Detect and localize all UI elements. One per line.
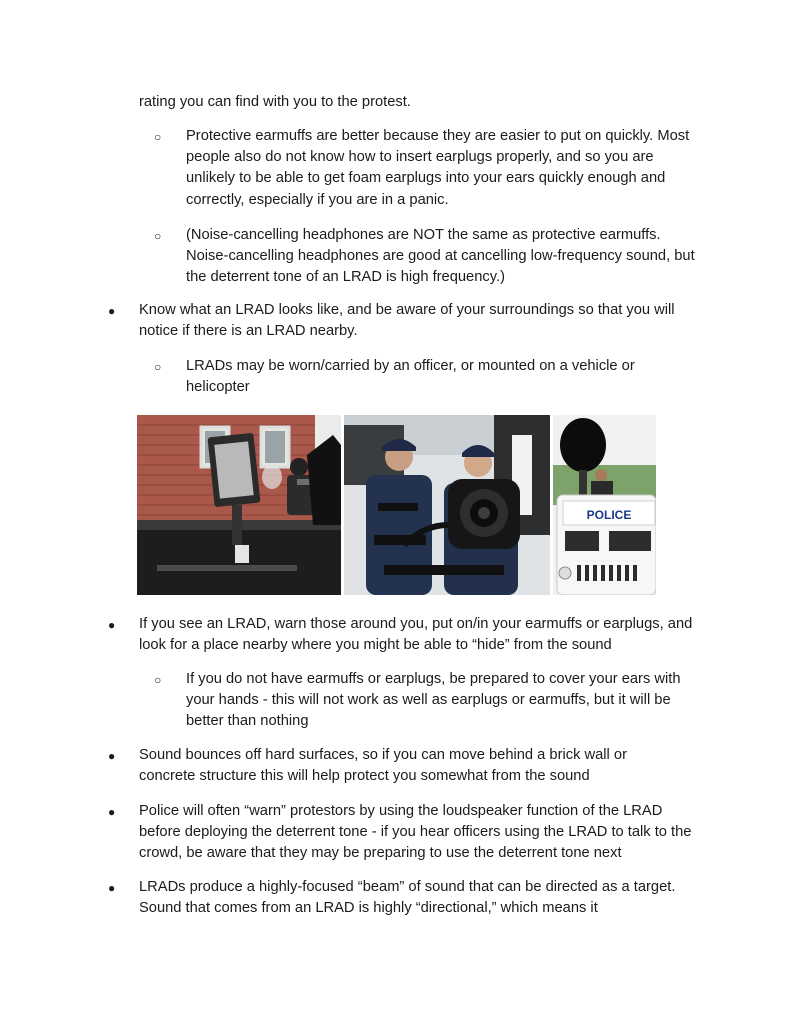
sub-bullet-marker: ○: [154, 673, 162, 687]
bullet-marker: ●: [108, 749, 116, 763]
photo-officer-carried-lrad: [344, 415, 550, 595]
bullet-police-warn: Police will often “warn” protestors by using the loudspeaker function of the LRAD before deploying the deterrent tone - if you hear officers using the LRAD to talk to the crowd, be aware that they may be preparing to use the deterrent tone next: [139, 803, 692, 862]
photo-police-vehicle-lrad: [553, 415, 656, 595]
bullet-marker: ●: [108, 618, 116, 632]
bullet-marker: ●: [108, 805, 116, 819]
photo-vehicle-mounted-lrad: [137, 415, 341, 595]
bullet-know-lrad: Know what an LRAD looks like, and be aware of your surroundings so that you will notice if there is an LRAD nearby.: [139, 302, 675, 340]
bullet-marker: ●: [108, 304, 116, 318]
bullet-sound-bounces: Sound bounces off hard surfaces, so if you can move behind a brick wall or concrete structure this will help protect you somewhat from the sound: [139, 747, 627, 785]
sub-bullet-marker: ○: [154, 130, 162, 144]
sub-item-noise-cancelling: (Noise-cancelling headphones are NOT the same as protective earmuffs. Noise-cancelling headphones are good at cancelling low-frequency sound, but the deterrent tone of an LRAD is high frequency.): [186, 227, 695, 286]
police-sign-text: POLICE: [586, 508, 632, 522]
sub-item-lrad-mounting: LRADs may be worn/carried by an officer, or mounted on a vehicle or helicopter: [186, 358, 635, 396]
sub-item-cover-ears: If you do not have earmuffs or earplugs, be prepared to cover your ears with your hands - this will not work as well as earplugs or earmuffs, but it will be better than nothing: [186, 671, 681, 730]
bullet-focused-beam: LRADs produce a highly-focused “beam” of sound that can be directed as a target. Sound that comes from an LRAD is highly “directional,” which means it: [139, 879, 676, 917]
sub-bullet-marker: ○: [154, 229, 162, 243]
bullet-see-lrad: If you see an LRAD, warn those around you, put on/in your earmuffs or earplugs, and look for a place nearby where you might be able to “hide” from the sound: [139, 616, 693, 654]
sub-item-earmuffs: Protective earmuffs are better because they are easier to put on quickly. Most people also do not know how to insert earplugs properly, and so you are unlikely to be able to get foam earplugs into your ears quickly enough and correctly, especially if you are in a panic.: [186, 128, 690, 208]
continuation-text: rating you can find with you to the protest.: [139, 94, 411, 110]
bullet-marker: ●: [108, 881, 116, 895]
sub-bullet-marker: ○: [154, 360, 162, 374]
